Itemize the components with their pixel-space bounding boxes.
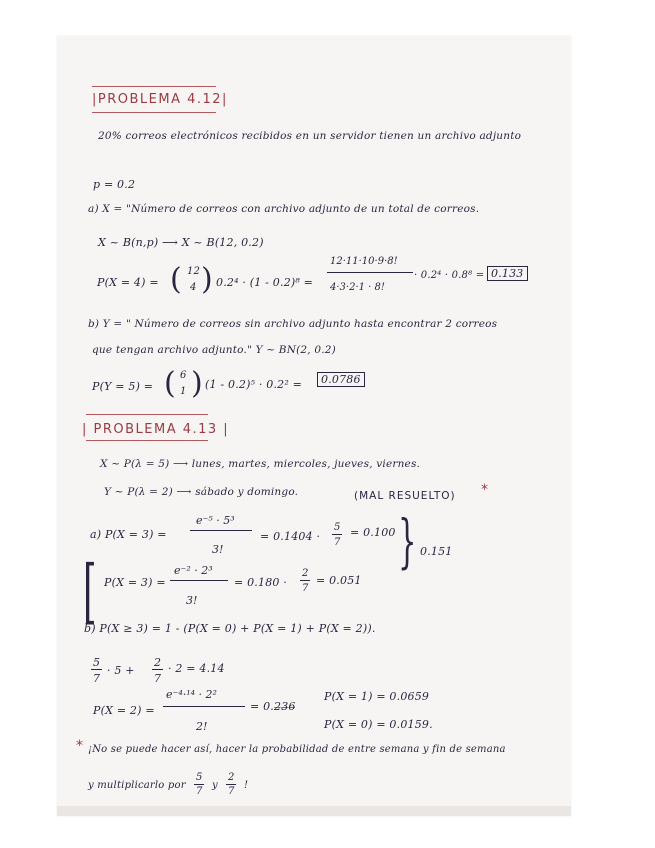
part-a-answer: 0.133 (487, 266, 528, 281)
binom-b-bottom: 1 (180, 386, 187, 397)
note-f1-num: 5 (196, 772, 203, 783)
part-413a-rhs: = 0.1404 · (260, 530, 321, 543)
lam-mid: · 5 + (107, 664, 135, 677)
part-b-definition-1: b) Y = " Número de correos sin archivo adjunto hasta encontrar 2 correos (88, 318, 498, 330)
note-line-1: ¡No se puede hacer así, hacer la probabilidad de entre semana y fin de semana (88, 744, 506, 755)
part-413a2-den: 3! (186, 594, 198, 607)
part-a-distribution: X ~ B(n,p) ⟶ X ~ B(12, 0.2) (98, 236, 264, 249)
part-b-definition-2: que tengan archivo adjunto." Y ~ BN(2, 0.2) (92, 344, 336, 356)
binom-open: ( (170, 262, 182, 297)
left-bracket: [ (83, 550, 97, 632)
y-distribution-def: Y ~ P(λ = 2) ⟶ sábado y domingo. (104, 486, 299, 498)
p2-lhs: P(X = 2) = (93, 704, 155, 717)
note-f1-bar (194, 784, 204, 785)
p2-num: e⁻⁴·¹⁴ · 2² (166, 688, 217, 701)
part-b-prob-mid: (1 - 0.2)⁵ · 0.2² = (205, 378, 303, 391)
binom-close: ) (201, 262, 213, 297)
part-413a2-w-bar (300, 580, 310, 581)
part-413a2-rhs: = 0.180 · (234, 576, 287, 589)
binom-top: 12 (187, 266, 201, 277)
part-a-prob-mid: 0.2⁴ · (1 - 0.2)⁸ = (216, 276, 314, 289)
sum-brace: } (398, 507, 417, 575)
lam-num-1: 5 (93, 656, 100, 669)
page-bottom-edge (57, 806, 571, 816)
binom-bottom: 4 (190, 282, 197, 293)
binom-b-close: ) (191, 366, 203, 401)
part-413a2-w-den: 7 (302, 583, 309, 594)
part-413a-w-bar (332, 534, 342, 535)
asterisk-icon: * (481, 482, 488, 498)
bad-solution-note: (MAL RESUELTO) (354, 490, 456, 502)
binom-b-top: 6 (180, 370, 187, 381)
p0-value: P(X = 0) = 0.0159. (324, 718, 433, 731)
problem-4-12-title: |PROBLEMA 4.12| (92, 92, 228, 107)
lam-den-2: 7 (154, 672, 161, 685)
lam-den-1: 7 (93, 672, 100, 685)
part-b-prob-lhs: P(Y = 5) = (92, 380, 154, 393)
lam-bar-2 (152, 669, 163, 670)
p2-bar (163, 706, 245, 707)
part-413a-result: = 0.100 (350, 526, 396, 539)
p-value: p = 0.2 (93, 178, 136, 191)
lam-bar-1 (91, 669, 102, 670)
note-y: y (212, 780, 218, 791)
part-413a-w-den: 7 (334, 537, 341, 548)
note-end: ! (244, 780, 249, 791)
note-f2-den: 7 (228, 786, 235, 797)
part-413a2-num: e⁻² · 2³ (174, 564, 213, 577)
asterisk-note-icon: * (76, 738, 83, 754)
note-f1-den: 7 (196, 786, 203, 797)
part-a-prob-lhs: P(X = 4) = (97, 276, 159, 289)
title-rule-top (92, 86, 216, 87)
title2-rule-bottom (86, 440, 208, 441)
part-413a2-w-num: 2 (302, 568, 309, 579)
part-a-frac-num: 12·11·10·9·8! (330, 256, 398, 267)
part-a-definition: a) X = "Número de correos con archivo adjunto de un total de correos. (88, 203, 480, 215)
title-rule-bottom (92, 112, 216, 113)
part-413a-bar (190, 530, 252, 531)
p1-value: P(X = 1) = 0.0659 (324, 690, 430, 703)
part-413a2-lhs: P(X = 3) = (104, 576, 166, 589)
part-413a2-result: = 0.051 (316, 574, 362, 587)
title2-rule-top (86, 414, 208, 415)
x-distribution-def: X ~ P(λ = 5) ⟶ lunes, martes, miercoles, jueves, viernes. (100, 458, 421, 470)
note-f2-bar (226, 784, 236, 785)
note-line-2: y multiplicarlo por (88, 780, 186, 791)
part-413a-w-num: 5 (334, 522, 341, 533)
part-413a-num: e⁻⁵ · 5³ (196, 514, 235, 527)
part-413a-den: 3! (212, 543, 224, 556)
part-a-frac-bar (327, 272, 413, 273)
lam-num-2: 2 (154, 656, 161, 669)
note-f2-num: 2 (228, 772, 235, 783)
sum-result: 0.151 (420, 545, 453, 558)
p2-den: 2! (196, 720, 208, 733)
part-a-frac-den: 4·3·2·1 · 8! (330, 282, 385, 293)
part-413a2-bar (170, 580, 228, 581)
part-a-prob-tail: · 0.2⁴ · 0.8⁸ = (414, 270, 485, 281)
problem-4-13-title: | PROBLEMA 4.13 | (82, 422, 230, 437)
part-b-answer: 0.0786 (317, 372, 365, 387)
lam-tail: · 2 = 4.14 (168, 662, 225, 675)
p2-result: = 0.2̶3̶6̶ (250, 700, 296, 713)
part-413a-lhs: a) P(X = 3) = (90, 528, 167, 541)
part-413b-line: b) P(X ≥ 3) = 1 - (P(X = 0) + P(X = 1) + P(X = 2)). (84, 622, 376, 635)
binom-b-open: ( (164, 366, 176, 401)
problem-4-12-intro: 20% correos electrónicos recibidos en un servidor tienen un archivo adjunto (98, 130, 522, 142)
